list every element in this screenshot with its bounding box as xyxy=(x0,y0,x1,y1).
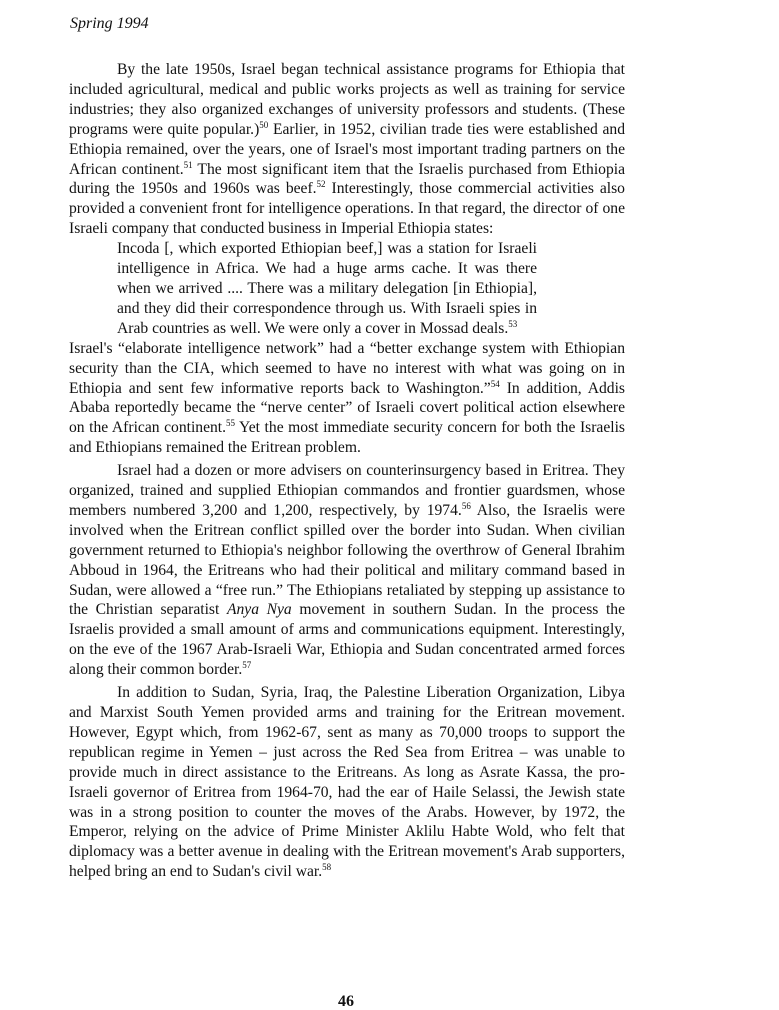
paragraph-4 xyxy=(69,683,625,882)
block-quote xyxy=(117,239,537,339)
paragraph-1 xyxy=(69,60,625,239)
footnote-ref-52: 52 xyxy=(316,179,326,190)
footnote-ref-56: 56 xyxy=(461,500,471,511)
paragraph-text: Israel's “elaborate intelligence network” had a “better exchange system with Ethiopian security than the CIA, which seemed to have no interest with what was going on in Ethiopia and sent few informative reports back to Washington.” xyxy=(69,339,625,397)
running-head: Spring 1994 xyxy=(70,15,149,32)
paragraph-text: movement in southern Sudan. In the process the Israelis provided a small amount of arms and communications equipment. Interestingly, on the eve of the 1967 Arab-Israeli War, Ethiopia and Sudan concentrated armed forces along their common border. xyxy=(69,601,626,679)
paragraph-text: In addition to Sudan, Syria, Iraq, the Palestine Liberation Organization, Libya and Marxist South Yemen provided arms and training for the Eritrean movement. However, Egypt which, from 1962-67, sent as many as 70,000 troops to support the republican regime in Yemen – just across the Red Sea from Eritrea – was unable to provide much in direct assistance to the Eritreans. As long as Asrate Kassa, the pro-Israeli governor of Eritrea from 1964-70, had the ear of Haile Selassi, the Jewish state was in a strong position to counter the moves of the Arabs. However, by 1972, the Emperor, relying on the advice of Prime Minister Aklilu Habte Wold, who felt that diplomacy was a better avenue in dealing with the Eritrean movement's Arab supporters, helped bring an end to Sudan's civil war. xyxy=(69,684,625,881)
paragraph-text: Interestingly, those commercial activities also provided a convenient front for intelligence operations. In that regard, the director of one Israeli company that conducted business in Imperial Ethiopia states: xyxy=(69,180,625,238)
footnote-ref-50: 50 xyxy=(259,119,269,130)
paragraph-text: The most significant item that the Israelis purchased from Ethiopia during the 1950s and 1960s was beef. xyxy=(69,160,625,198)
paragraph-text: Yet the most immediate security concern for both the Israelis and Ethiopians remained the Eritrean problem. xyxy=(69,419,626,457)
italic-term: Anya Nya xyxy=(226,601,292,619)
paragraph-2 xyxy=(69,339,625,458)
page-number: 46 xyxy=(338,993,354,1010)
paragraph-text: Earlier, in 1952, civilian trade ties were established and Ethiopia remained, over the years, one of Israel's most important trading partners on the African continent. xyxy=(69,120,625,178)
paragraph-text: In addition, Addis Ababa reportedly became the “nerve center” of Israeli covert political action elsewhere on the African continent. xyxy=(69,379,625,437)
footnote-ref-55: 55 xyxy=(226,418,236,429)
footnote-ref-58: 58 xyxy=(322,862,332,873)
paragraph-text: Israel had a dozen or more advisers on counterinsurgency based in Eritrea. They organized, trained and supplied Ethiopian commandos and frontier guardsmen, whose members numbered 3,200 and 1,200, respectively, by 1974. xyxy=(69,462,625,519)
quote-text: Incoda [, which exported Ethiopian beef,] was a station for Israeli intelligence in Africa. We had a huge arms cache. It was there when we arrived .... There was a military delegation [in Ethiopia], and they did their correspondence through us. With Israeli spies in Arab countries as well. We were only a cover in Mossad deals. xyxy=(117,240,537,337)
footnote-ref-53: 53 xyxy=(508,318,518,329)
footnote-ref-51: 51 xyxy=(183,159,193,170)
article-body xyxy=(69,60,625,882)
paragraph-text: By the late 1950s, Israel began technical assistance programs for Ethiopia that included agricultural, medical and public works projects as well as training for service industries; they also organized exchanges of university professors and students. (These programs were quite popular.) xyxy=(69,61,625,138)
paragraph-3 xyxy=(69,461,625,680)
footnote-ref-57: 57 xyxy=(242,660,252,671)
paragraph-text: Also, the Israelis were involved when the Eritrean conflict spilled over the border into Sudan. When civilian government returned to Ethiopia's neighbor following the overthrow of General Ibrahim Abboud in 1964, the Eritreans who had their political and military command based in Sudan, were allowed a “free run.” The Ethiopians retaliated by stepping up assistance to the Christian separatist xyxy=(69,501,626,619)
footnote-ref-54: 54 xyxy=(490,378,500,389)
